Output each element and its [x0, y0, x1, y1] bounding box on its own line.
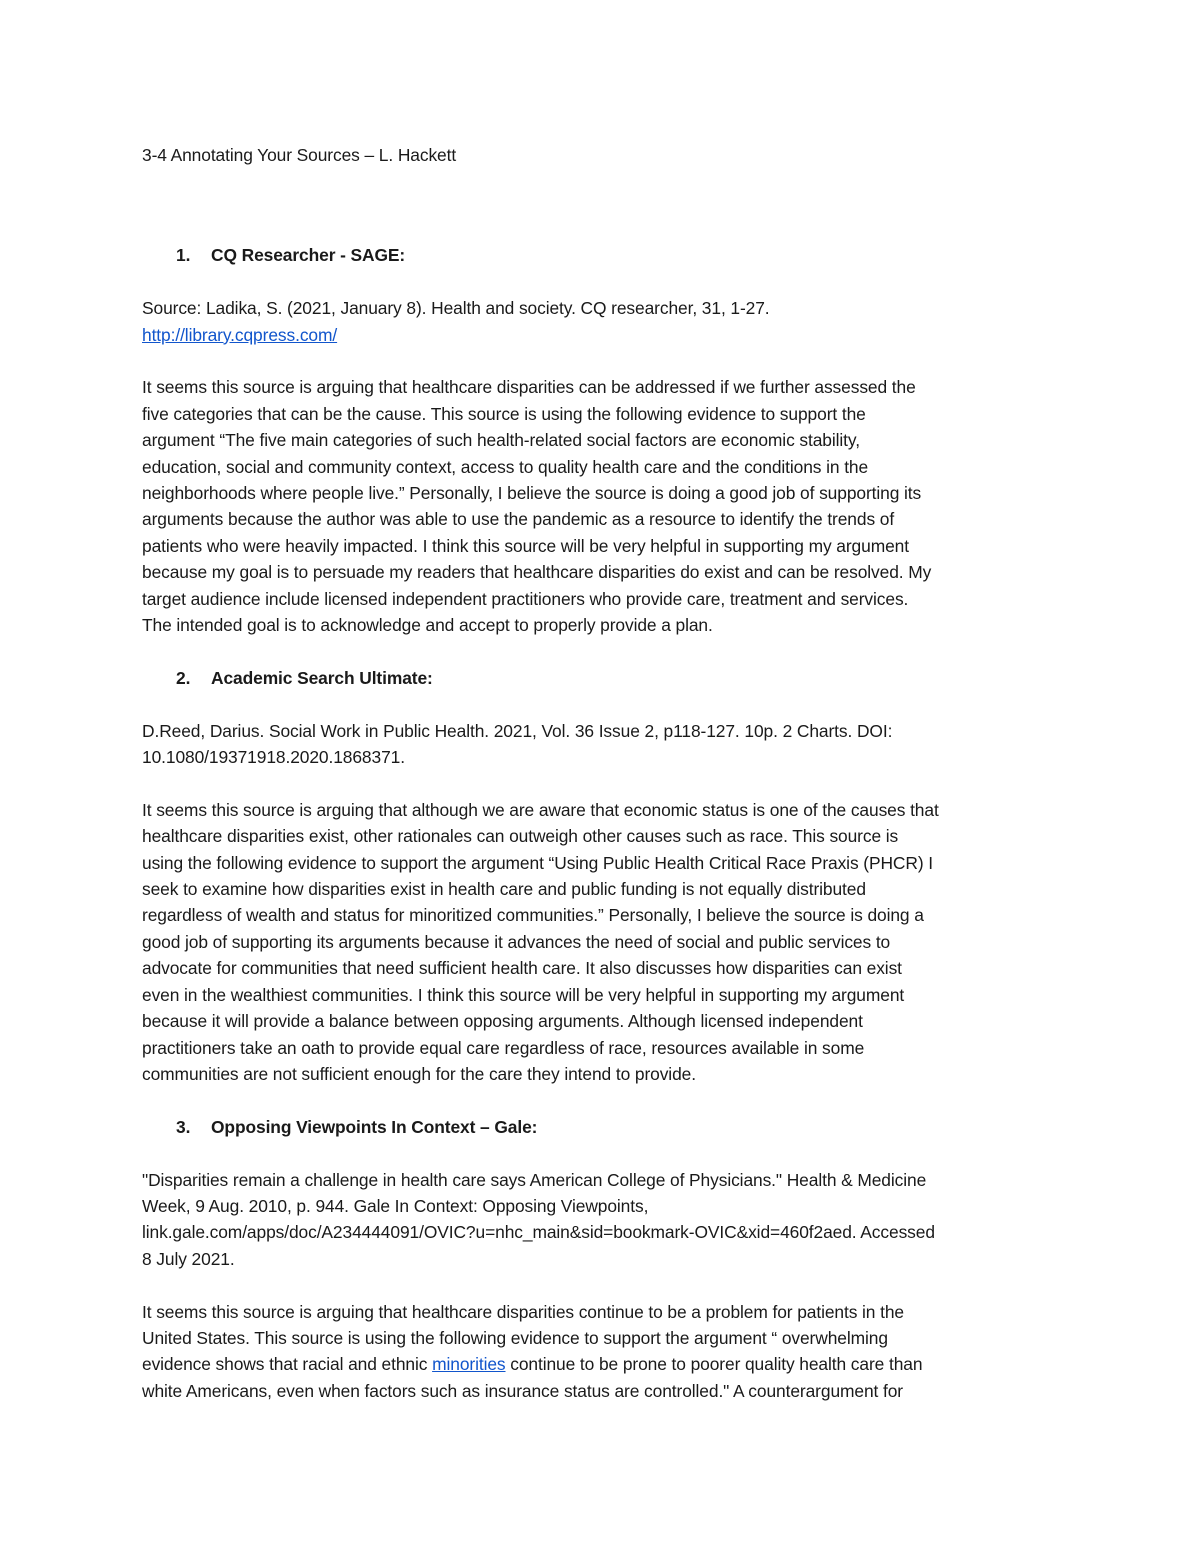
section-number: 1.: [176, 245, 191, 266]
citation-line: "Disparities remain a challenge in health care says American College of Physicians." Health & Medicine: [142, 1169, 927, 1190]
annotation-line: communities are not sufficient enough for the care they intend to provide.: [142, 1063, 696, 1084]
annotation-line: arguments because the author was able to use the pandemic as a resource to identify the trends of: [142, 509, 895, 530]
section-number: 2.: [176, 667, 191, 688]
section-heading: [142, 242, 1066, 268]
citation: [142, 718, 1066, 771]
citation-line: 10.1080/19371918.2020.1868371.: [142, 747, 405, 768]
section-2: [142, 665, 1066, 1087]
annotation-line: using the following evidence to support the argument “Using Public Health Critical Race Praxis (PHCR) I: [142, 852, 933, 873]
annotation-line: because my goal is to persuade my readers that healthcare disparities do exist and can be resolved. My: [142, 562, 932, 583]
annotation-line: seek to examine how disparities exist in health care and public funding is not equally distributed: [142, 879, 866, 900]
section-number: 3.: [176, 1116, 191, 1137]
citation-line: link.gale.com/apps/doc/A234444091/OVIC?u=nhc_main&sid=bookmark-OVIC&xid=460f2aed. Accessed: [142, 1222, 935, 1243]
annotation-line: good job of supporting its arguments because it advances the need of social and public services to: [142, 931, 891, 952]
annotation-text: continue to be prone to poorer quality health care than: [505, 1354, 923, 1375]
annotation-line: even in the wealthiest communities. I think this source will be very helpful in supporting my argument: [142, 984, 905, 1005]
annotation-line: The intended goal is to acknowledge and accept to properly provide a plan.: [142, 615, 713, 636]
annotation-line: [142, 1351, 1066, 1377]
citation: [142, 1167, 1066, 1273]
annotation-line: United States. This source is using the following evidence to support the argument “ overwhelming: [142, 1327, 888, 1348]
annotation-paragraph: [142, 1299, 1066, 1405]
annotation-text: evidence shows that racial and ethnic: [142, 1354, 433, 1375]
section-1: [142, 242, 1066, 638]
citation-line: Week, 9 Aug. 2010, p. 944. Gale In Context: Opposing Viewpoints,: [142, 1195, 649, 1216]
annotation-line: It seems this source is arguing that healthcare disparities continue to be a problem for patients in the: [142, 1301, 904, 1322]
annotation-line: regardless of wealth and status for minoritized communities.” Personally, I believe the source is doing a: [142, 905, 924, 926]
annotation-line: argument “The five main categories of such health-related social factors are economic stability,: [142, 430, 860, 451]
annotation-line: neighborhoods where people live.” Personally, I believe the source is doing a good job of supporting its: [142, 483, 922, 504]
citation: [142, 295, 1066, 348]
citation-line: Source: Ladika, S. (2021, January 8). Health and society. CQ researcher, 31, 1-27.: [142, 298, 770, 319]
annotation-line: patients who were heavily impacted. I think this source will be very helpful in supporting my argument: [142, 535, 909, 556]
annotation-line: It seems this source is arguing that although we are aware that economic status is one of the causes that: [142, 799, 939, 820]
document-title: 3-4 Annotating Your Sources – L. Hackett: [142, 145, 457, 165]
annotation-line: advocate for communities that need sufficient health care. It also discusses how disparities can exist: [142, 958, 902, 979]
section-title: Opposing Viewpoints In Context – Gale:: [211, 1116, 538, 1137]
annotation-line: because it will provide a balance between opposing arguments. Although licensed independent: [142, 1011, 863, 1032]
document-body: [142, 142, 1066, 1404]
annotation-line: target audience include licensed independent practitioners who provide care, treatment and services.: [142, 588, 909, 609]
annotation-line: education, social and community context, access to quality health care and the conditions in the: [142, 456, 869, 477]
citation-line: D.Reed, Darius. Social Work in Public Health. 2021, Vol. 36 Issue 2, p118-127. 10p. 2 Charts. DOI:: [142, 720, 893, 741]
citation-link[interactable]: http://library.cqpress.com/: [142, 324, 338, 345]
annotation-paragraph: [142, 374, 1066, 638]
minorities-link[interactable]: minorities: [432, 1354, 506, 1375]
annotation-paragraph: [142, 797, 1066, 1087]
section-heading: [142, 1114, 1066, 1140]
annotation-line: It seems this source is arguing that healthcare disparities can be addressed if we further assessed the: [142, 377, 916, 398]
section-title: CQ Researcher - SAGE:: [211, 245, 406, 266]
section-title: Academic Search Ultimate:: [211, 667, 433, 688]
section-3: [142, 1114, 1066, 1404]
section-heading: [142, 665, 1066, 691]
citation-line: 8 July 2021.: [142, 1248, 235, 1269]
annotation-line: healthcare disparities exist, other rationales can outweigh other causes such as race. This source is: [142, 826, 899, 847]
annotation-line: five categories that can be the cause. This source is using the following evidence to support the: [142, 403, 866, 424]
annotation-line: practitioners take an oath to provide equal care regardless of race, resources available in some: [142, 1037, 865, 1058]
annotation-line: white Americans, even when factors such as insurance status are controlled." A counterargument for: [142, 1380, 904, 1401]
